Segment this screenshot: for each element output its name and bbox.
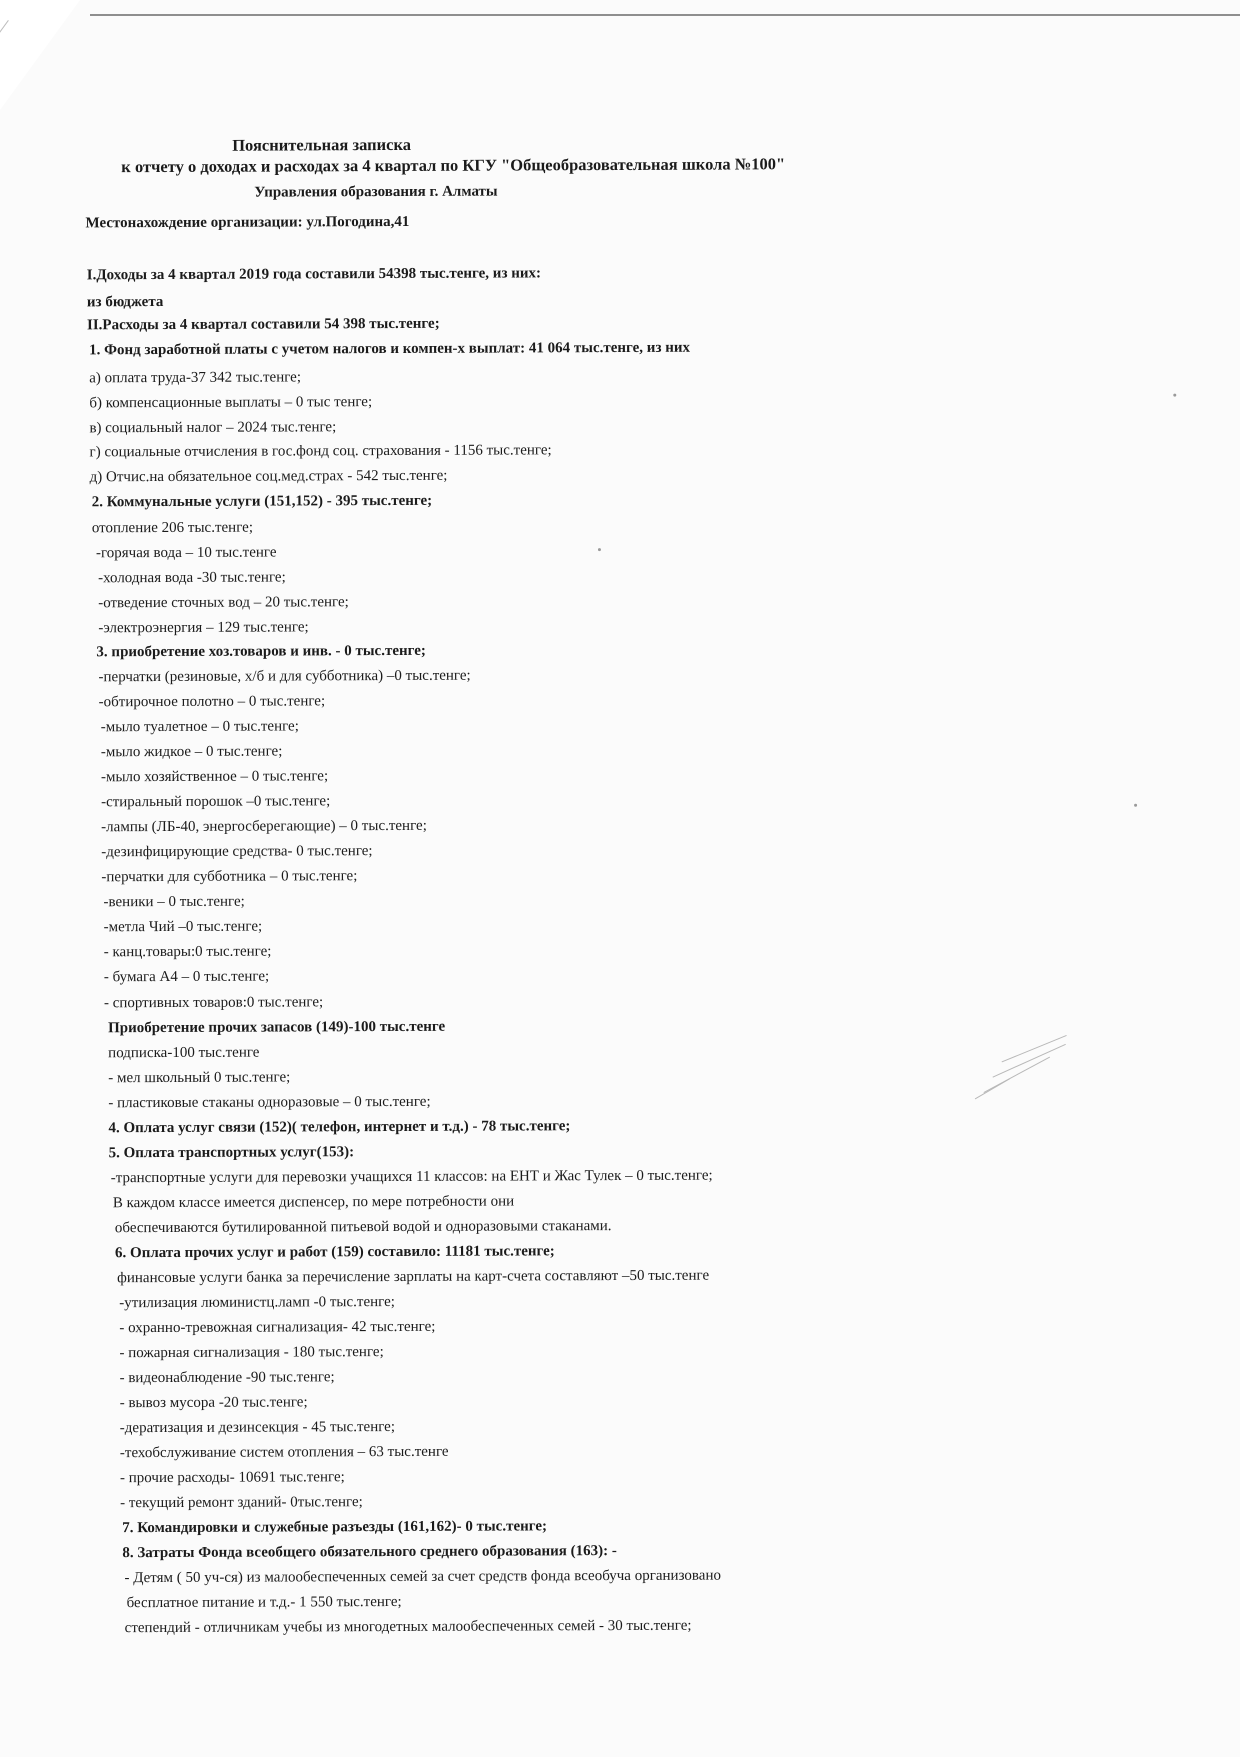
list-item: - пожарная сигнализация - 180 тыс.тенге; — [119, 1344, 384, 1362]
department-line: Управления образования г. Алматы — [254, 183, 498, 201]
list-item: -перчатки для субботника – 0 тыс.тенге; — [101, 868, 358, 886]
list-item: - мел школьный 0 тыс.тенге; — [108, 1069, 291, 1087]
expenses-total-line: II.Расходы за 4 квартал составили 54 398 тыс.тенге; — [86, 315, 440, 334]
document-title: Пояснительная записка — [232, 134, 411, 155]
list-item: - канц.товары:0 тыс.тенге; — [103, 943, 272, 961]
list-item: обеспечиваются бутилированной питьевой водой и одноразовыми стаканами. — [114, 1218, 612, 1237]
list-item: В каждом классе имеется диспенсер, по мере потребности они — [112, 1193, 515, 1212]
pencil-mark — [975, 1078, 1010, 1099]
list-item: -мыло жидкое – 0 тыс.тенге; — [100, 743, 283, 761]
list-item: финансовые услуги банка за перечисление зарплаты на карт-счета составляют –50 тыс.тенге — [117, 1267, 710, 1287]
list-item: - пластиковые стаканы одноразовые – 0 тыс.тенге; — [108, 1093, 431, 1112]
list-item: -горячая вода – 10 тыс.тенге — [95, 544, 277, 562]
section-5-heading: 5. Оплата транспортных услуг(153): — [108, 1144, 355, 1162]
income-line: I.Доходы за 4 квартал 2019 года составили 54398 тыс.тенге, из них: — [86, 265, 542, 284]
list-item: б) компенсационные выплаты – 0 тыс тенге; — [89, 394, 373, 412]
list-item: -перчатки (резиновые, х/б и для субботника) –0 тыс.тенге; — [98, 667, 471, 686]
list-item: степендий - отличникам учебы из многодетных малообеспеченных семей - 30 тыс.тенге; — [124, 1617, 692, 1637]
list-item: -техобслуживание систем отопления – 63 тыс.тенге — [119, 1443, 449, 1462]
list-item: - вывоз мусора -20 тыс.тенге; — [119, 1394, 308, 1412]
list-item: -транспортные услуги для перевозки учащихся 11 классов: на ЕНТ и Жас Тулек – 0 тыс.тенге; — [110, 1167, 713, 1187]
list-item: - бумага А4 – 0 тыс.тенге; — [103, 968, 270, 986]
location-line: Местонахождение организации: ул.Погодина,41 — [85, 213, 410, 232]
section-1-heading: 1. Фонд заработной платы с учетом налогов и компен-х выплат: 41 064 тыс.тенге, из них — [89, 339, 691, 359]
section-6-heading: 6. Оплата прочих услуг и работ (159) составило: 11181 тыс.тенге; — [114, 1243, 555, 1262]
list-item: подписка-100 тыс.тенге — [108, 1044, 260, 1062]
list-item: -лампы (ЛБ-40, энергосберегающие) – 0 тыс.тенге; — [101, 817, 427, 836]
section-4-heading: 4. Оплата услуг связи (152)( телефон, интернет и т.д.) - 78 тыс.тенге; — [108, 1118, 571, 1137]
scan-speck — [1173, 394, 1176, 397]
list-item: -мыло туалетное – 0 тыс.тенге; — [100, 718, 299, 736]
list-item: в) социальный налог – 2024 тыс.тенге; — [89, 419, 337, 437]
list-item: -электроэнергия – 129 тыс.тенге; — [98, 619, 309, 637]
list-item: -утилизация люминистц.ламп -0 тыс.тенге; — [119, 1293, 395, 1312]
section-7-heading: 7. Командировки и служебные разъезды (161,162)- 0 тыс.тенге; — [122, 1518, 548, 1537]
list-item: - видеонаблюдение -90 тыс.тенге; — [119, 1369, 335, 1387]
scan-speck — [1134, 804, 1137, 807]
list-item: бесплатное питание и т.д.- 1 550 тыс.тенге; — [126, 1593, 402, 1612]
list-item: а) оплата труда-37 342 тыс.тенге; — [89, 369, 302, 387]
other-supplies-heading: Приобретение прочих запасов (149)-100 тыс.тенге — [108, 1018, 446, 1037]
list-item: - Детям ( 50 уч-ся) из малообеспеченных семей за счет средств фонда всеобуча организовано — [124, 1567, 722, 1587]
list-item: - текущий ремонт зданий- 0тыс.тенге; — [120, 1494, 363, 1512]
list-item: -обтирочное полотно – 0 тыс.тенге; — [98, 693, 326, 711]
list-item: -стиральный порошок –0 тыс.тенге; — [101, 793, 331, 811]
list-item: -метла Чий –0 тыс.тенге; — [103, 918, 263, 936]
list-item: - спортивных товаров:0 тыс.тенге; — [103, 994, 324, 1012]
document-subtitle: к отчету о доходах и расходах за 4 квартал по КГУ "Общеобразовательная школа №100" — [121, 154, 786, 177]
section-2-heading: 2. Коммунальные услуги (151,152) - 395 тыс.тенге; — [91, 492, 433, 511]
list-item: д) Отчис.на обязательное соц.мед.страх - 542 тыс.тенге; — [89, 467, 448, 486]
section-3-heading: 3. приобретение хоз.товаров и инв. - 0 тыс.тенге; — [96, 642, 426, 661]
list-item: -отведение сточных вод – 20 тыс.тенге; — [98, 594, 349, 612]
income-source-line: из бюджета — [86, 293, 164, 311]
list-item: -дезинфицирующие средства- 0 тыс.тенге; — [101, 843, 373, 861]
list-item: г) социальные отчисления в гос.фонд соц. страхования - 1156 тыс.тенге; — [89, 442, 552, 461]
list-item: -мыло хозяйственное – 0 тыс.тенге; — [100, 768, 329, 786]
section-8-heading: 8. Затраты Фонда всеобщего обязательного среднего образования (163): - — [122, 1543, 617, 1562]
list-item: - охранно-тревожная сигнализация- 42 тыс.тенге; — [119, 1318, 436, 1337]
list-item: -веники – 0 тыс.тенге; — [103, 893, 245, 911]
list-item: - прочие расходы- 10691 тыс.тенге; — [119, 1469, 345, 1487]
list-item: отопление 206 тыс.тенге; — [91, 519, 254, 537]
scan-speck — [598, 548, 601, 551]
list-item: -дератизация и дезинсекция - 45 тыс.тенге; — [119, 1418, 396, 1437]
list-item: -холодная вода -30 тыс.тенге; — [98, 569, 286, 587]
